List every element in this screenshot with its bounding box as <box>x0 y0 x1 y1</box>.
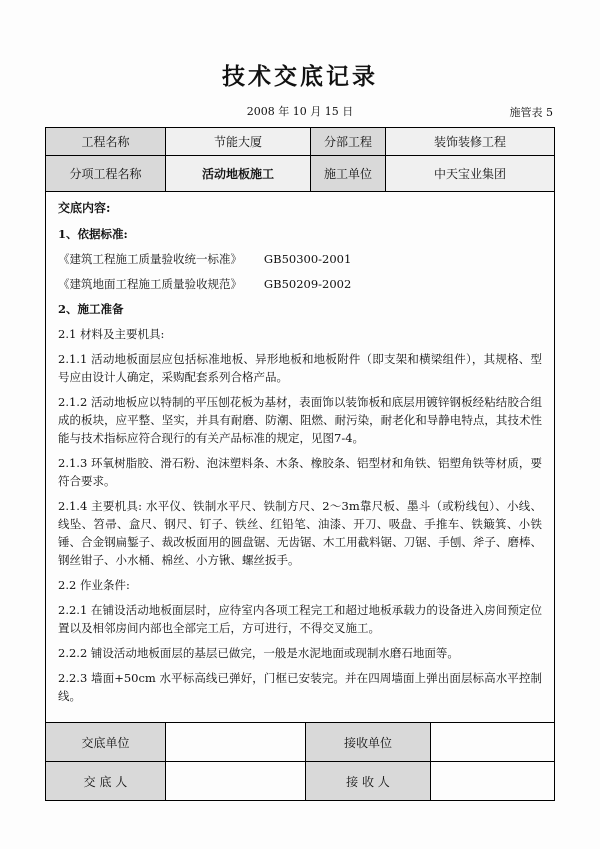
receiving-unit-label: 接收单位 <box>306 723 431 762</box>
content-paragraph: 2.2 作业条件: <box>58 578 130 592</box>
table-row <box>46 762 555 801</box>
contractor-label: 施工单位 <box>311 156 386 192</box>
division-work-value: 装饰装修工程 <box>386 128 555 156</box>
project-name-label: 工程名称 <box>46 128 166 156</box>
disclosure-unit-label: 交底单位 <box>46 723 166 762</box>
meta-row <box>45 103 555 121</box>
content-paragraph: 2.1 材料及主要机具: <box>58 327 165 341</box>
content-section-label: 交底内容: <box>58 201 111 215</box>
project-name-value: 节能大厦 <box>166 128 311 156</box>
receiver-label: 接 收 人 <box>306 762 431 801</box>
content-paragraph: 2.1.2 活动地板应以特制的平压刨花板为基材，表面饰以装饰板和底层用镀锌钢板经粘结胶合组成的板块，应平整、坚实，并具有耐磨、防潮、阻燃、耐污染，耐老化和导静电特点，其技术性能与技术指标应符合现行的有关产品标准的规定，见图7-4。 <box>58 395 542 445</box>
subitem-name-label: 分项工程名称 <box>46 156 166 192</box>
content-paragraph: 2.1.4 主要机具: 水平仪、铁制水平尺、铁制方尺、2～3m靠尺板、墨斗（或粉线包）、小线、线坠、笤帚、盒尺、钢尺、钉子、铁丝、红铅笔、油漆、开刀、吸盘、手推车、铁簸箕、小铁锤、合金钢扁錾子、裁改板面用的圆盘锯、无齿锯、木工用截料锯、刀锯、手刨、斧子、磨棒、钢丝钳子、小水桶、棉丝、小方锹、螺丝扳手。 <box>58 499 542 567</box>
signature-table <box>45 722 555 801</box>
content-paragraph: 1、依据标准: <box>58 227 128 241</box>
content-paragraph: 2、施工准备 <box>58 302 124 316</box>
discloser-value <box>166 762 306 801</box>
contractor-value: 中天宝业集团 <box>386 156 555 192</box>
disclosure-unit-value <box>166 723 306 762</box>
content-paragraph: 《建筑地面工程施工质量验收规范》 GB50209-2002 <box>58 277 352 291</box>
content-paragraph: 2.1.1 活动地板面层应包括标准地板、异形地板和地板附件（即支架和横梁组件），其规格、型号应由设计人确定，采购配套系列合格产品。 <box>58 352 542 384</box>
form-number: 施管表 5 <box>509 106 553 119</box>
header-table <box>45 127 555 192</box>
division-work-label: 分部工程 <box>311 128 386 156</box>
disclosure-content-box <box>45 191 555 723</box>
discloser-label: 交 底 人 <box>46 762 166 801</box>
receiver-value <box>431 762 555 801</box>
document-date: 2008 年 10 月 15 日 <box>246 105 354 118</box>
subitem-name-value: 活动地板施工 <box>166 156 311 192</box>
content-paragraph: 2.2.2 铺设活动地板面层的基层已做完，一般是水泥地面或现制水磨石地面等。 <box>58 646 459 660</box>
content-paragraph: 2.2.1 在铺设活动地板面层时，应待室内各项工程完工和超过地板承载力的设备进入房间预定位置以及相邻房间内部也全部完工后，方可进行，不得交叉施工。 <box>58 603 542 635</box>
table-row <box>46 128 555 156</box>
table-row <box>46 156 555 192</box>
page-title: 技术交底记录 <box>222 64 378 90</box>
content-paragraph: 《建筑工程施工质量验收统一标准》 GB50300-2001 <box>58 252 352 266</box>
receiving-unit-value <box>431 723 555 762</box>
table-row <box>46 723 555 762</box>
content-paragraph: 2.1.3 环氧树脂胶、滑石粉、泡沫塑料条、木条、橡胶条、铝型材和角铁、铝塑角铁等材质，要符合要求。 <box>58 456 542 488</box>
content-paragraph: 2.2.3 墙面+50cm 水平标高线已弹好，门框已安装完。并在四周墙面上弹出面层标高水平控制线。 <box>58 671 542 703</box>
